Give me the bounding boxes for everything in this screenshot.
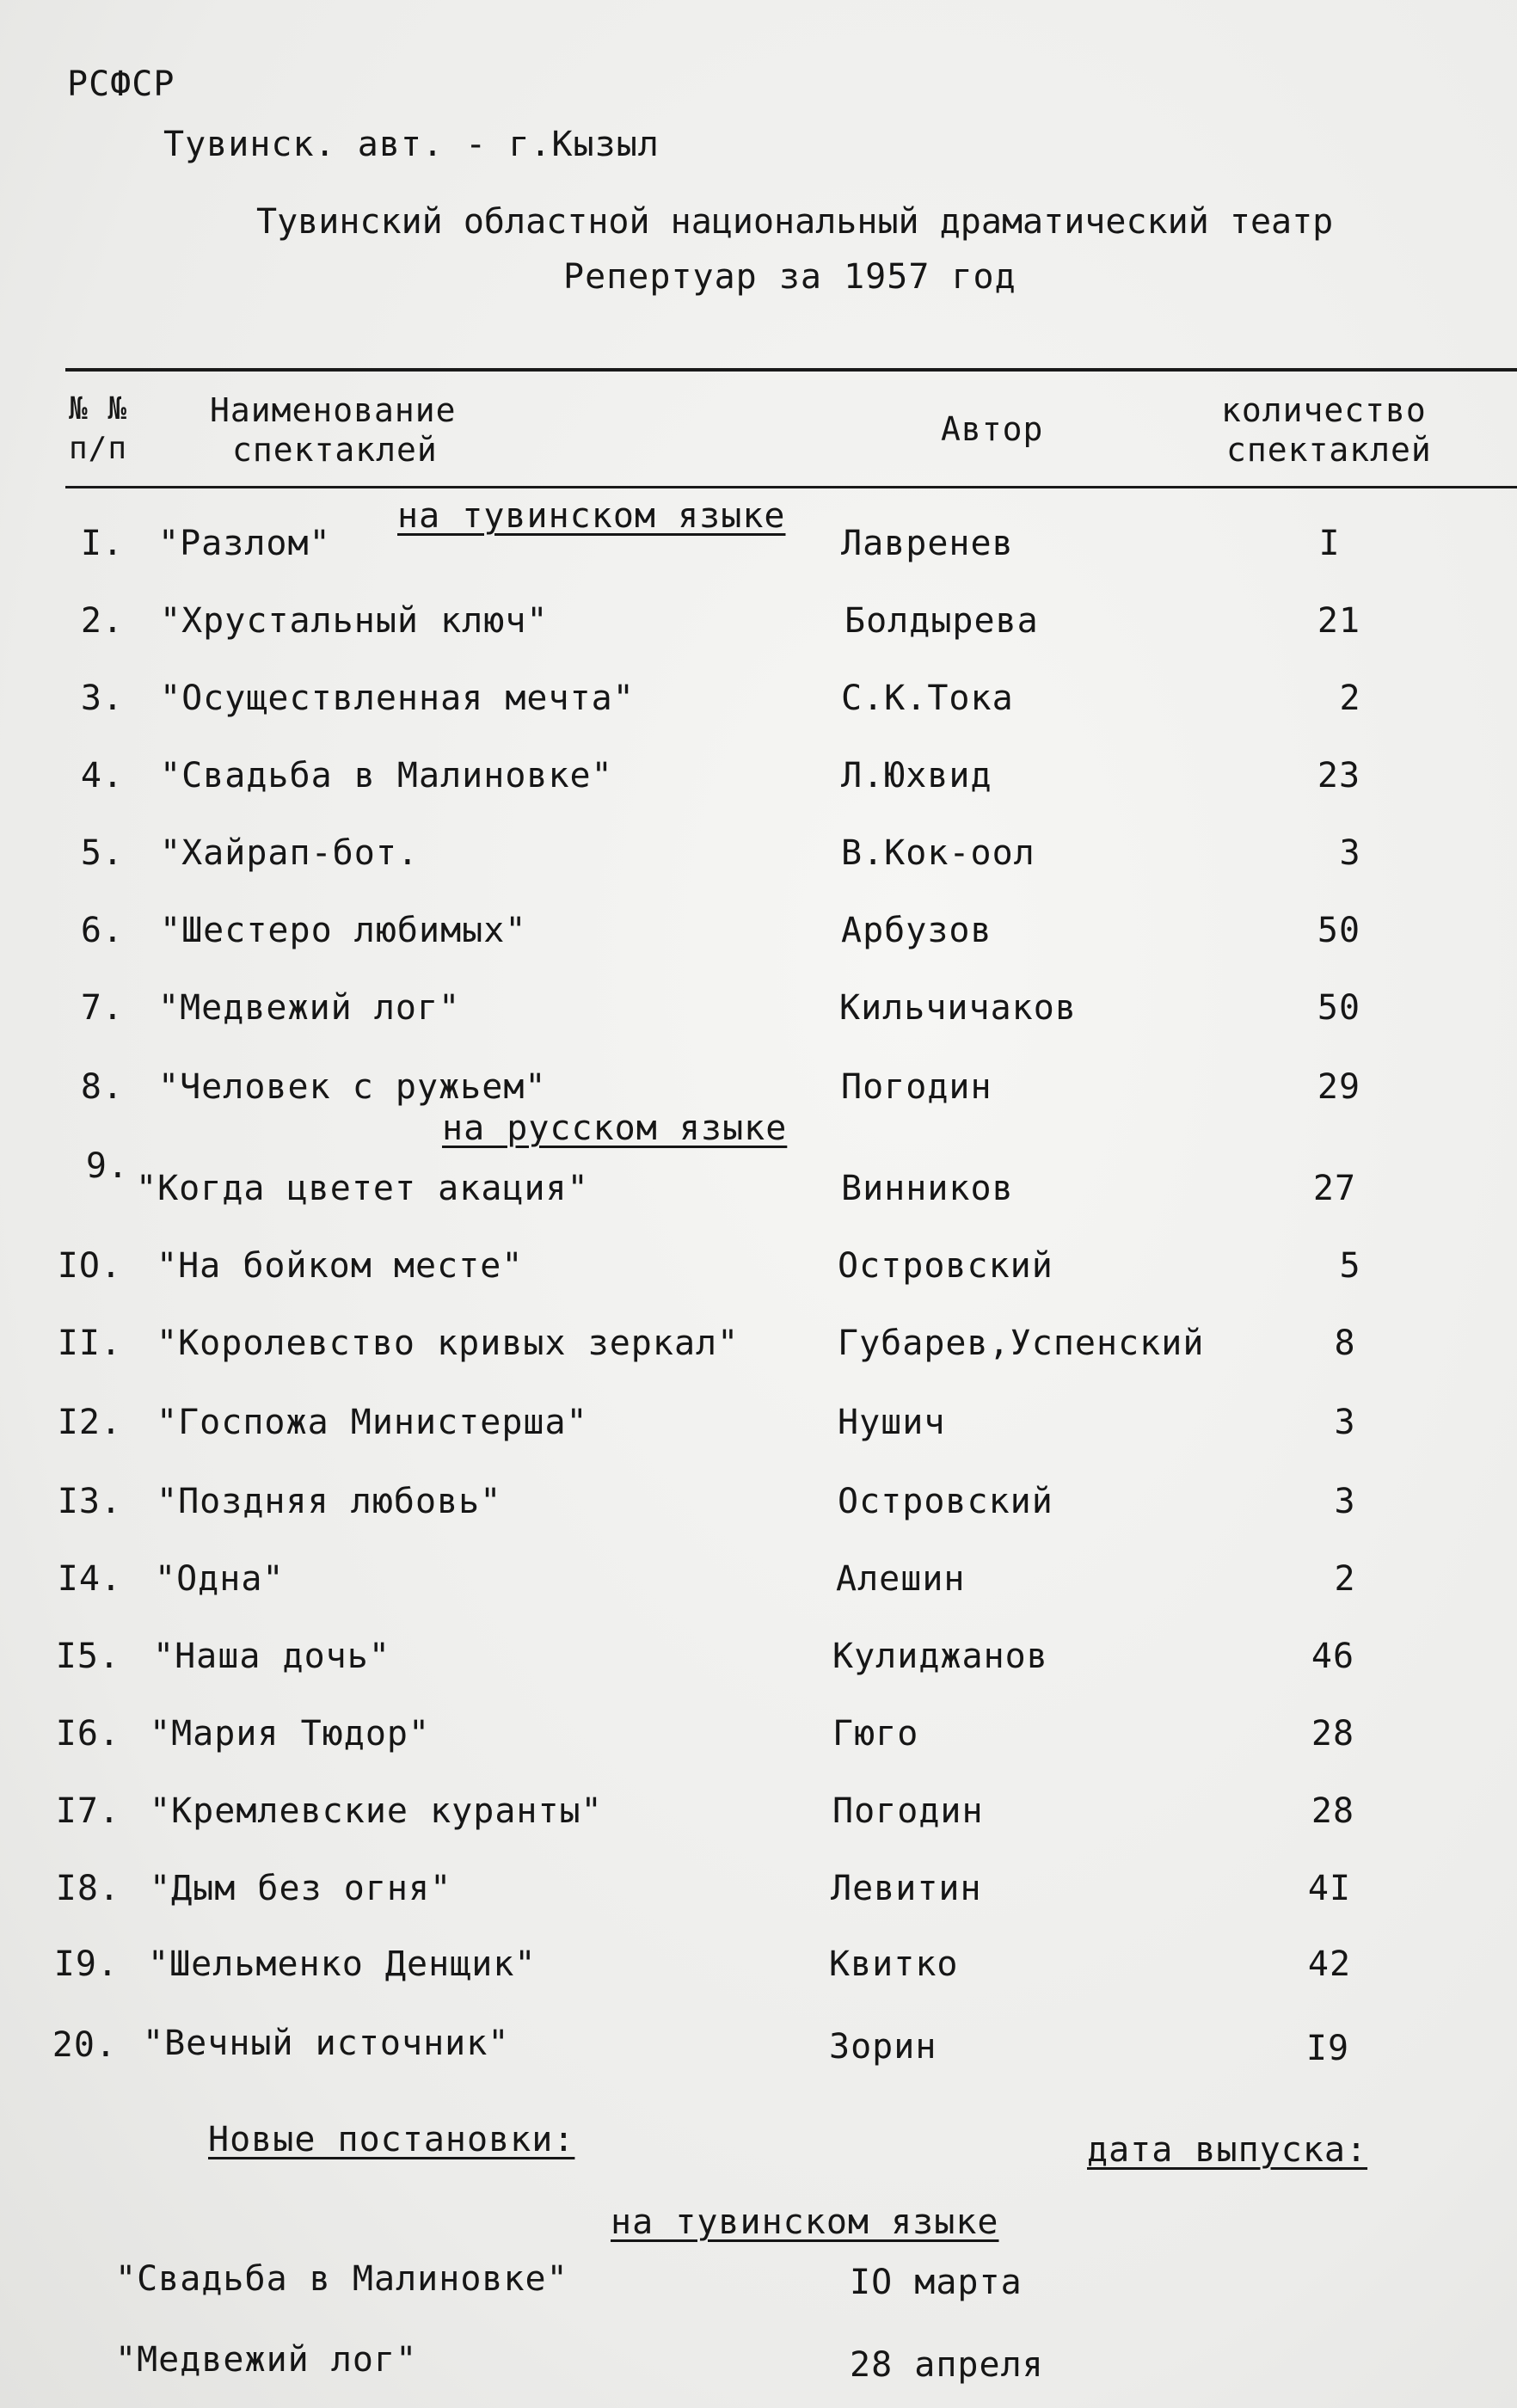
row-title: "Кремлевские куранты" — [150, 1791, 603, 1831]
row-count: 8 — [1334, 1324, 1356, 1363]
row-count: 27 — [1312, 1169, 1357, 1208]
section-heading-russian: на русском языке — [442, 1109, 788, 1148]
row-number: 4. — [80, 756, 124, 796]
production-title: "Медвежий лог" — [115, 2340, 418, 2380]
row-author: Гюго — [832, 1714, 919, 1754]
row-count: 3 — [1339, 833, 1361, 873]
row-author: Левитин — [831, 1869, 982, 1908]
row-number: 20. — [52, 2025, 117, 2065]
new-productions-heading: Новые постановки: — [208, 2120, 575, 2159]
col-name-label-1: Наименование — [210, 391, 457, 429]
row-title: "Мария Тюдор" — [150, 1714, 431, 1754]
production-date: IO марта — [850, 2263, 1023, 2302]
row-number: 7. — [80, 988, 124, 1028]
row-title: "Хайрап-бот. — [160, 833, 419, 873]
row-title: "Поздняя любовь" — [157, 1482, 502, 1521]
row-title: "На бойком месте" — [157, 1246, 524, 1286]
row-author: Зорин — [829, 2027, 937, 2067]
row-number: 9. — [85, 1146, 129, 1186]
col-name-label-2: спектаклей — [232, 431, 438, 469]
row-count: 3 — [1334, 1482, 1356, 1521]
col-number-label-2: п/п — [69, 431, 128, 466]
row-author: Островский — [838, 1482, 1053, 1521]
row-count: 2 — [1334, 1559, 1356, 1599]
row-count: 42 — [1307, 1944, 1352, 1984]
row-number: I4. — [57, 1559, 122, 1599]
document-title: Репертуар за 1957 год — [563, 257, 1016, 297]
row-count: 29 — [1317, 1067, 1361, 1107]
row-number: 6. — [80, 911, 124, 950]
row-number: I6. — [55, 1714, 120, 1754]
row-author: Болдырева — [844, 601, 1039, 641]
row-author: Арбузов — [841, 911, 992, 950]
col-author-label: Автор — [941, 410, 1044, 448]
row-title: "Разлом" — [158, 524, 331, 563]
row-number: II. — [57, 1324, 122, 1363]
row-title: "Шельменко Денщик" — [148, 1944, 537, 1984]
row-number: I3. — [57, 1482, 122, 1521]
row-author: С.К.Тока — [841, 679, 1014, 718]
row-number: 8. — [80, 1067, 124, 1107]
production-date: 28 апреля — [850, 2345, 1044, 2385]
row-count: 28 — [1311, 1791, 1355, 1831]
row-count: 21 — [1317, 601, 1361, 641]
row-number: I2. — [57, 1403, 122, 1442]
row-author: Нушич — [838, 1403, 946, 1442]
row-title: "Шестеро любимых" — [160, 911, 527, 950]
row-author: Алешин — [836, 1559, 966, 1599]
row-count: I — [1318, 524, 1341, 563]
table-top-rule — [65, 368, 1517, 372]
row-title: "Медвежий лог" — [158, 988, 461, 1028]
row-author: Кильчичаков — [839, 988, 1077, 1028]
row-count: 4I — [1307, 1869, 1352, 1908]
row-author: Винников — [841, 1169, 1014, 1208]
new-section-heading-tuvan: на тувинском языке — [611, 2202, 999, 2242]
row-number: 3. — [80, 679, 124, 718]
org-name: РСФСР — [67, 64, 175, 104]
row-author: Квитко — [829, 1944, 959, 1984]
row-count: I9 — [1305, 2029, 1350, 2068]
row-title: "Когда цветет акация" — [136, 1169, 589, 1208]
col-number-label-1: № № — [69, 391, 128, 427]
row-author: Островский — [838, 1246, 1053, 1286]
col-count-label-2: спектаклей — [1226, 431, 1432, 469]
row-count: 50 — [1317, 988, 1361, 1028]
row-title: "Госпожа Министерша" — [157, 1403, 588, 1442]
row-count: 46 — [1311, 1637, 1355, 1676]
row-title: "Вечный источник" — [143, 2024, 510, 2063]
row-count: 28 — [1311, 1714, 1355, 1754]
table-header-rule — [65, 486, 1517, 488]
section-heading-tuvan: на тувинском языке — [397, 496, 786, 536]
release-date-heading: дата выпуска: — [1087, 2130, 1368, 2170]
row-title: "Наша дочь" — [153, 1637, 390, 1676]
row-number: I7. — [55, 1791, 120, 1831]
row-title: "Одна" — [155, 1559, 285, 1599]
row-author: Кулиджанов — [832, 1637, 1048, 1676]
row-count: 2 — [1339, 679, 1361, 718]
location-line: Тувинск. авт. - г.Кызыл — [163, 125, 660, 164]
row-number: I8. — [55, 1869, 120, 1908]
row-number: I. — [80, 524, 124, 563]
row-count: 3 — [1334, 1403, 1356, 1442]
row-title: "Дым без огня" — [150, 1869, 452, 1908]
col-count-label-1: количество — [1221, 391, 1427, 429]
row-title: "Хрустальный ключ" — [160, 601, 549, 641]
row-author: Губарев,Успенский — [838, 1324, 1205, 1363]
row-title: "Осуществленная мечта" — [160, 679, 635, 718]
row-count: 23 — [1317, 756, 1361, 796]
row-title: "Королевство кривых зеркал" — [157, 1324, 740, 1363]
row-author: Лавренев — [841, 524, 1014, 563]
row-author: Погодин — [832, 1791, 984, 1831]
row-count: 50 — [1317, 911, 1361, 950]
row-number: 2. — [80, 601, 124, 641]
row-author: Л.Юхвид — [841, 756, 992, 796]
row-author: В.Кок-оол — [841, 833, 1035, 873]
row-number: I5. — [55, 1637, 120, 1676]
row-number: IO. — [57, 1246, 122, 1286]
row-count: 5 — [1339, 1246, 1361, 1286]
row-author: Погодин — [841, 1067, 992, 1107]
row-title: "Человек с ружьем" — [158, 1067, 547, 1107]
theatre-name: Тувинский областной национальный драматический театр — [256, 202, 1334, 242]
row-number: 5. — [80, 833, 124, 873]
production-title: "Свадьба в Малиновке" — [115, 2259, 568, 2299]
row-number: I9. — [53, 1944, 119, 1984]
row-title: "Свадьба в Малиновке" — [160, 756, 613, 796]
